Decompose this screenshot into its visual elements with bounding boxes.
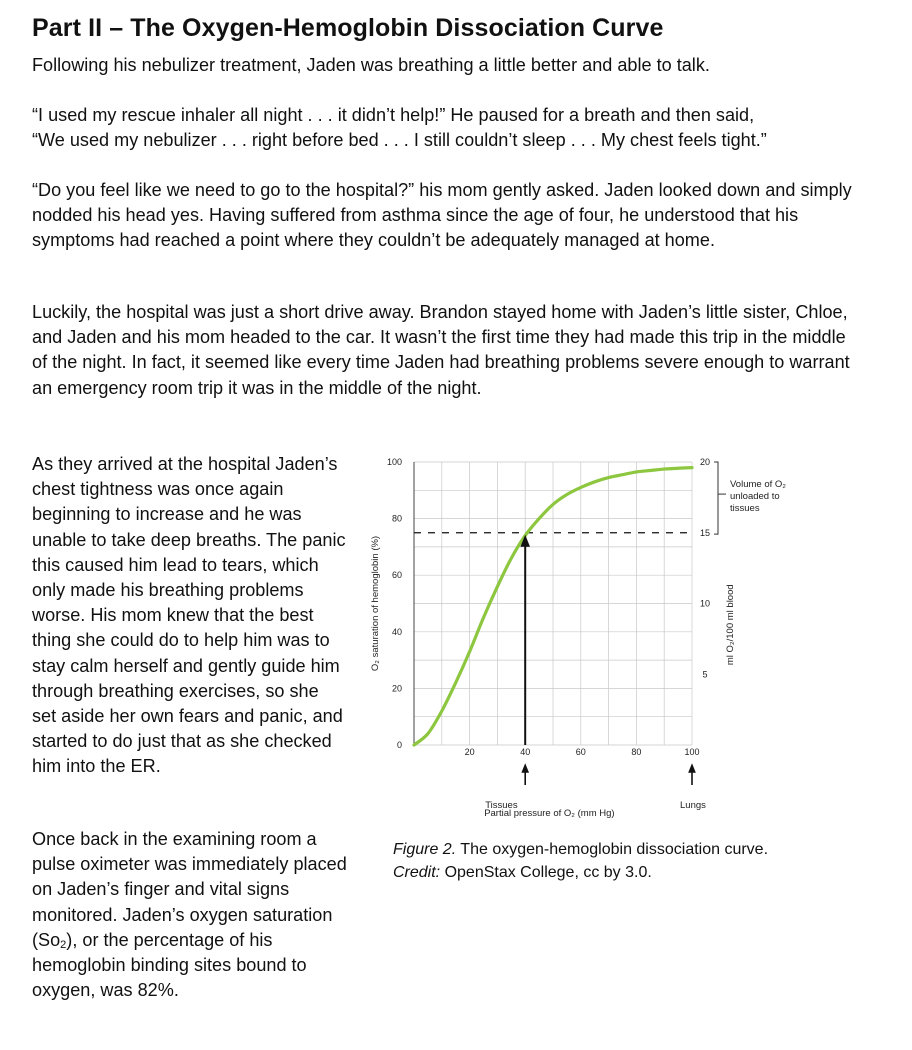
y-tick-label: 20 <box>391 683 402 694</box>
x-tick-label: 60 <box>575 747 586 757</box>
tissues-label: Tissues <box>485 800 518 811</box>
caption-credit-text: OpenStax College, cc by 3.0. <box>444 864 652 881</box>
y-axis-title: O₂ saturation of hemoglobin (%) <box>370 535 381 672</box>
caption-label: Figure 2. <box>393 841 457 858</box>
x-tick-label: 100 <box>684 747 700 757</box>
y2-tick-label: 15 <box>699 527 711 538</box>
x-tick-label: 20 <box>464 747 475 757</box>
volume-label-line-3: tissues <box>730 503 760 514</box>
caption-text: The oxygen-hemoglobin dissociation curve. <box>460 841 769 858</box>
paragraph-hospital-question: “Do you feel like we need to go to the hospital?” his mom gently asked. Jaden looked down and simply nodded his head yes. Having suffered from asthma since the age of four, he understood that his symptoms had reached a point where they couldn’t be adequately managed at home. <box>32 180 852 251</box>
y-tick-label: 0 <box>396 740 402 750</box>
caption-credit-label: Credit: <box>393 864 441 881</box>
y2-tick-label: 5 <box>702 669 708 680</box>
lungs-label: Lungs <box>680 800 706 811</box>
page-title: Part II – The Oxygen-Hemoglobin Dissociation Curve <box>32 14 664 42</box>
y-tick-label: 60 <box>391 570 402 581</box>
quote-line-2: “We used my nebulizer . . . right before bed . . . I still couldn’t sleep . . . My chest feels tight.” <box>32 130 767 151</box>
volume-label-line-2: unloaded to <box>730 491 780 502</box>
volume-bracket <box>714 462 718 534</box>
x-tick-label: 80 <box>631 747 642 757</box>
x-tick-label: 40 <box>520 747 531 757</box>
paragraph-arrival: As they arrived at the hospital Jaden’s chest tightness was once again beginning to increase and he was unable to take deep breaths. The panic this caused him lead to tears, which only made his breathing problems worse. His mom knew that the best thing she could do to help him was to stay calm herself and gently guide him through breathing exercises, so she set aside her own fears and panic, and started to do just that as she checked him into the ER. <box>32 454 346 777</box>
y-tick-label: 40 <box>391 626 402 637</box>
paragraph-intro: Following his nebulizer treatment, Jaden was breathing a little better and able to talk. <box>32 55 710 75</box>
y-tick-label: 100 <box>386 457 402 467</box>
volume-label-line-1: Volume of O₂ <box>730 479 786 490</box>
exam-subscript: 2 <box>60 938 67 951</box>
y2-tick-label: 10 <box>699 598 711 609</box>
y-tick-label: 80 <box>391 513 402 524</box>
y2-tick-label: 20 <box>699 457 711 467</box>
dissociation-chart <box>355 450 825 830</box>
paragraph-quote <box>32 103 852 153</box>
figure-caption <box>393 838 873 884</box>
paragraph-exam <box>32 827 347 1003</box>
exam-text-a: Once back in the examining room a pulse oximeter was immediately placed on Jaden’s finger and vital signs monitored. Jaden’s oxygen saturation (So <box>32 829 347 950</box>
x-axis-title: Partial pressure of O₂ (mm Hg) <box>484 808 615 819</box>
exam-text-b: ), or the percentage of his hemoglobin binding sites bound to oxygen, was 82%. <box>32 929 307 1001</box>
quote-line-1: “I used my rescue inhaler all night . . . it didn’t help!” He paused for a breath and then said, <box>32 105 755 125</box>
y2-axis-title: ml O₂/100 ml blood <box>725 584 736 666</box>
paragraph-drive: Luckily, the hospital was just a short drive away. Brandon stayed home with Jaden’s little sister, Chloe, and Jaden and his mom headed to the car. It wasn’t the first time they had made this trip in the middle of the night. In fact, it seemed like every time Jaden had breathing problems severe enough to warrant an emergency room trip it was in the middle of the night. <box>32 302 850 398</box>
